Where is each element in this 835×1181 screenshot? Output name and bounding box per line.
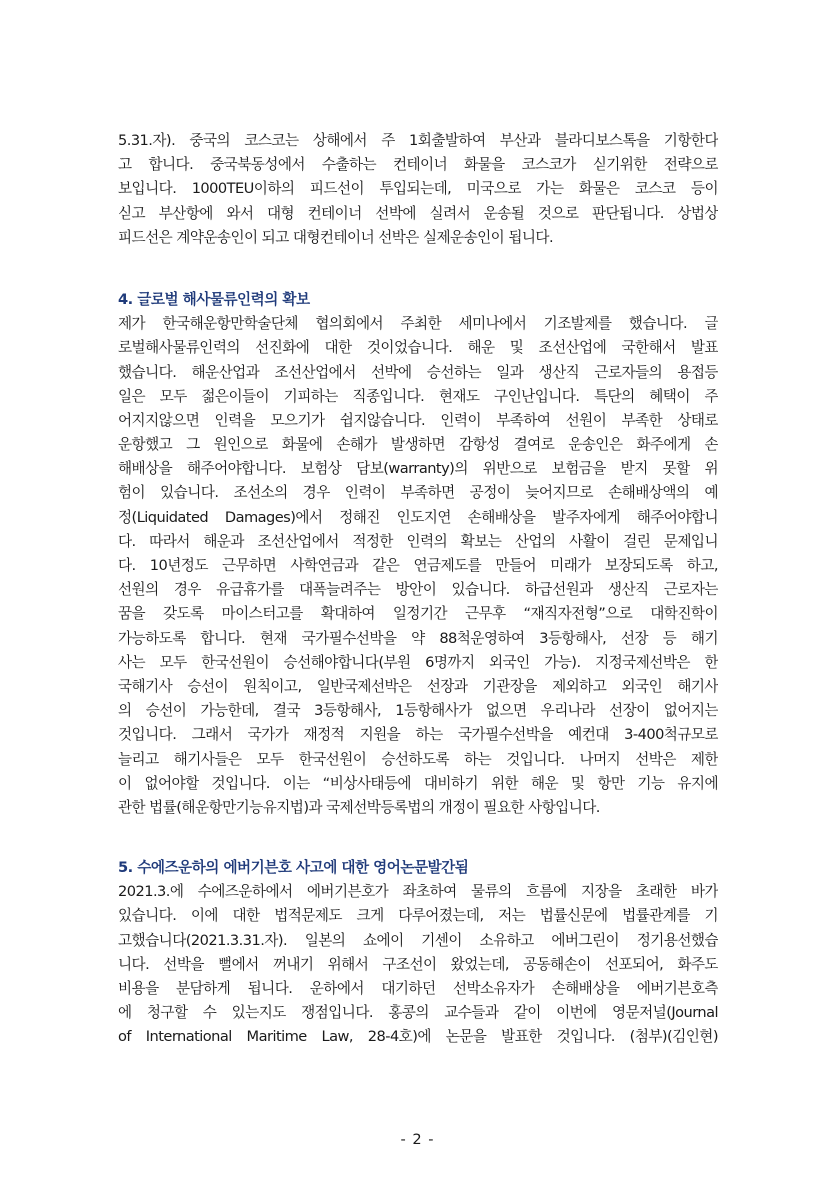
- text-line: 니다. 선박을 뻘에서 꺼내기 위해서 구조선이 왔었는데, 공동해손이 선포되어, 화주도: [118, 955, 718, 973]
- text-line: 일은 모두 젊은이들이 기피하는 직종입니다. 현재도 구인난입니다. 특단의 혜택이 주: [118, 387, 718, 405]
- text-line: 운항했고 그 원인으로 화물에 손해가 발생하면 감항성 결여로 운송인은 화주에게 손: [118, 436, 718, 454]
- section-5-paragraph: [118, 880, 718, 1049]
- text-line: 늘리고 해기사들은 모두 한국선원이 승선하도록 하는 것입니다. 나머지 선박은 제한: [118, 750, 718, 768]
- text-line: 험이 있습니다. 조선소의 경우 인력이 부족하면 공정이 늦어지므로 손해배상액의 예: [118, 484, 718, 502]
- text-line: 사는 모두 한국선원이 승선해야합니다(부원 6명까지 외국인 가능). 지정국제선박은 한: [118, 653, 718, 671]
- text-line: 것입니다. 그래서 국가가 재정적 지원을 하는 국가필수선박을 예컨대 3-400척규모로: [118, 726, 718, 744]
- text-line: 꿈을 갖도록 마이스터고를 확대하여 일정기간 근무후 “재직자전형”으로 대학진학이: [118, 605, 718, 623]
- text-line: 싣고 부산항에 와서 대형 컨테이너 선박에 실려서 운송될 것으로 판단됩니다. 상법상: [118, 204, 718, 222]
- text-line: 다. 따라서 해운과 조선산업에서 적정한 인력의 확보는 산업의 사활이 걸린 문제입니: [118, 532, 718, 550]
- text-line: 가능하도록 합니다. 현재 국가필수선박을 약 88척운영하여 3등항해사, 선장 등 해기: [118, 629, 718, 647]
- document-body: [118, 129, 718, 1050]
- text-line: 로벌해사물류인력의 선진화에 대한 것이었습니다. 해운 및 조선산업에 국한해서 발표: [118, 339, 718, 357]
- text-line: 고 합니다. 중국북동성에서 수출하는 컨테이너 화물을 코스코가 싣기위한 전략으로: [118, 156, 718, 174]
- section-4-heading: 4. 글로벌 해사물류인력의 확보: [118, 290, 310, 308]
- text-line: 선원의 경우 유급휴가를 대폭늘려주는 방안이 있습니다. 하급선원과 생산직 근로자는: [118, 581, 718, 599]
- text-line: 제가 한국해운항만학술단체 협의회에서 주최한 세미나에서 기조발제를 했습니다. 글: [118, 315, 718, 333]
- text-line: 에 청구할 수 있는지도 쟁점입니다. 홍콩의 교수들과 같이 이번에 영문저널(Journal: [118, 1004, 718, 1022]
- text-line: 이 없어야할 것입니다. 이는 “비상사태등에 대비하기 위한 해운 및 항만 기능 유지에: [118, 774, 718, 792]
- page-number: - 2 -: [400, 1131, 435, 1148]
- text-line: 했습니다. 해운산업과 조선산업에서 선박에 승선하는 일과 생산직 근로자들의 용접등: [118, 363, 718, 381]
- text-line: 관한 법률(해운항만기능유지법)과 국제선박등록법의 개정이 필요한 사항입니다.: [118, 798, 600, 816]
- text-line: 의 승선이 가능한데, 결국 3등항해사, 1등항해사가 없으면 우리나라 선장이 없어지는: [118, 702, 718, 720]
- text-line: 어지지않으면 인력을 모으기가 쉽지않습니다. 인력이 부족하여 선원이 부족한 상태로: [118, 411, 718, 429]
- text-line: 2021.3.에 수에즈운하에서 에버기븐호가 좌초하여 물류의 흐름에 지장을 초래한 바가: [118, 883, 718, 901]
- text-line: 보입니다. 1000TEU이하의 피드선이 투입되는데, 미국으로 가는 화물은 코스코 등이: [118, 180, 718, 198]
- section-5-heading: 5. 수에즈운하의 에버기븐호 사고에 대한 영어논문발간됨: [118, 859, 469, 877]
- text-line: 정(Liquidated Damages)에서 정해진 인도지연 손해배상을 발주자에게 해주어야합니: [118, 508, 718, 526]
- text-line: 다. 10년정도 근무하면 사학연금과 같은 연금제도를 만들어 미래가 보장되도록 하고,: [118, 557, 718, 574]
- text-line: 비용을 분담하게 됩니다. 운하에서 대기하던 선박소유자가 손해배상을 에버기븐호측: [118, 980, 718, 997]
- text-line: 고했습니다(2021.3.31.자). 일본의 쇼에이 기센이 소유하고 에버그린이 정기용선했습: [118, 931, 718, 949]
- text-line: of International Maritime Law, 28-4호)에 논문을 발표한 것입니다. (첨부)(김인현): [118, 1028, 718, 1046]
- intro-paragraph: [118, 129, 718, 250]
- text-line: 해배상을 해주어야합니다. 보험상 담보(warranty)의 위반으로 보험금을 받지 못할 위: [118, 460, 718, 478]
- text-line: 5.31.자). 중국의 코스코는 상해에서 주 1회출발하여 부산과 블라디보스톡을 기항한다: [118, 132, 718, 149]
- text-line: 피드선은 계약운송인이 되고 대형컨테이너 선박은 실제운송인이 됩니다.: [118, 228, 554, 246]
- section-4-paragraph: [118, 312, 718, 820]
- text-line: 있습니다. 이에 대한 법적문제도 크게 다루어졌는데, 저는 법률신문에 법률관계를 기: [118, 907, 718, 925]
- text-line: 국해기사 승선이 원칙이고, 일반국제선박은 선장과 기관장을 제외하고 외국인 해기사: [118, 677, 718, 695]
